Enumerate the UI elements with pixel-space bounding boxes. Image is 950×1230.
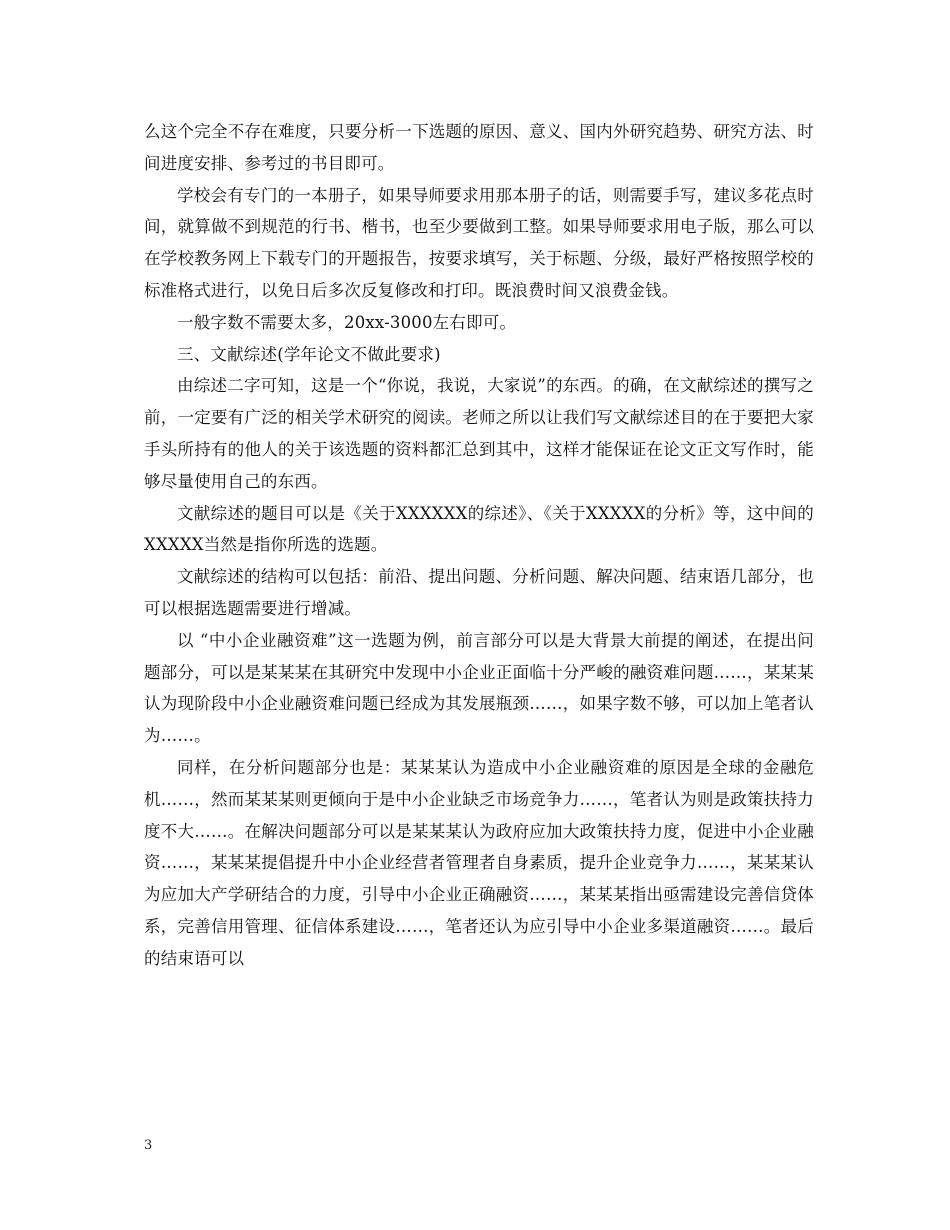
paragraph-3: 一般字数不需要太多，20xx-3000左右即可。 (177, 312, 517, 332)
paragraph-2: 学校会有专门的一本册子，如果导师要求用那本册子的话，则需要手写，建议多花点时间，就算做不到规范的行书、楷书，也至少要做到工整。如果导师要求用电子版，那么可以在学校教务网上下载专门的开题报告，按要求填写，关于标题、分级，最好严格按照学校的标准格式进行，以免日后多次反复修改和打印。既浪费时间又浪费金钱。 (144, 185, 814, 300)
paragraph-7: 文献综述的结构可以包括：前沿、提出问题、分析问题、解决问题、结束语几部分，也可以根据选题需要进行增减。 (144, 567, 814, 618)
paragraph-9: 同样，在分析问题部分也是：某某某认为造成中小企业融资难的原因是全球的金融危机……，然而某某某则更倾向于是中小企业缺乏市场竞争力……，笔者认为则是政策扶持力度不大……。在解决问题部分可以是某某某认为政府应加大政策扶持力度，促进中小企业融资……，某某某提倡提升中小企业经营者管理者自身素质，提升企业竞争力……，某某某认为应加大产学研结合的力度，引导中小企业正确融资……，某某某指出亟需建设完善信贷体系，完善信用管理、征信体系建设……，笔者还认为应引导中小企业多渠道融资……。最后的结束语可以 (144, 757, 814, 968)
section-heading-literature-review: 三、文献综述(学年论文不做此要求) (177, 344, 441, 364)
document-body (144, 116, 814, 975)
paragraph-5: 由综述二字可知，这是一个“你说，我说，大家说”的东西。的确，在文献综述的撰写之前，一定要有广泛的相关学术研究的阅读。老师之所以让我们写文献综述目的在于要把大家手头所持有的他人的关于该选题的资料都汇总到其中，这样才能保证在论文正文写作时，能够尽量使用自己的东西。 (144, 376, 814, 491)
paragraph-6: 文献综述的题目可以是《关于XXXXXX的综述》、《关于XXXXX的分析》等，这中间的XXXXX当然是指你所选的选题。 (144, 503, 814, 555)
paragraph-8: 以 “中小企业融资难”这一选题为例，前言部分可以是大背景大前提的阐述，在提出问题部分，可以是某某某在其研究中发现中小企业正面临十分严峻的融资难问题……，某某某认为现阶段中小企业融资难问题已经成为其发展瓶颈……，如果字数不够，可以加上笔者认为……。 (144, 630, 814, 746)
paragraph-1: 么这个完全不存在难度，只要分析一下选题的原因、意义、国内外研究趋势、研究方法、时间进度安排、参考过的书目即可。 (144, 122, 814, 173)
page-number: 3 (144, 1138, 153, 1153)
